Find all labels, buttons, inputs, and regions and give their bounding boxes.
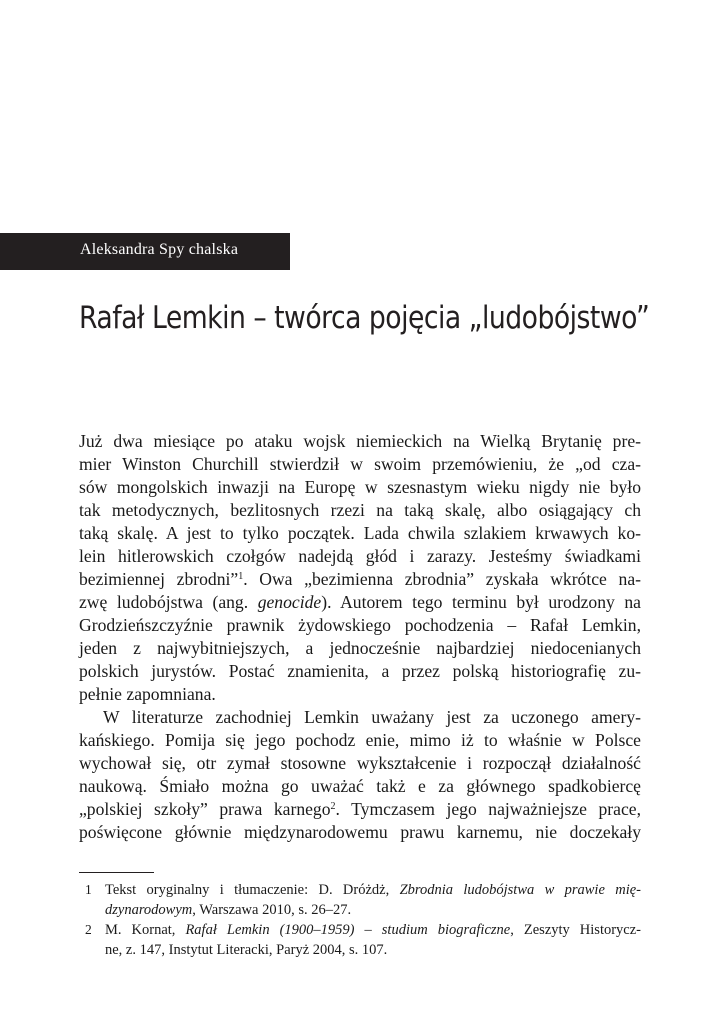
text-line: Już dwa miesiące po ataku wojsk niemieckich na Wielką Brytanię pre- bbox=[79, 431, 641, 451]
footnote-number: 2 bbox=[85, 922, 92, 937]
italic-term: genocide bbox=[257, 592, 322, 612]
text-segment: . Owa „bezimienna zbrodnia” zyskała wkrótce na- bbox=[243, 569, 641, 589]
text-line bbox=[79, 798, 641, 821]
footnote-ref-1[interactable]: 1 bbox=[238, 571, 244, 582]
article-title: Rafał Lemkin – twórca pojęcia „ludobójstwo” bbox=[79, 300, 650, 336]
text-line: jeden z najwybitniejszych, a jednocześnie najbardziej niedocenianych bbox=[79, 638, 641, 658]
text-segment: Tekst oryginalny i tłumaczenie: D. Dróżdż, bbox=[105, 882, 400, 898]
footnote-number: 1 bbox=[85, 882, 92, 897]
text-line bbox=[79, 568, 641, 591]
text-line bbox=[79, 591, 641, 614]
text-line: naukową. Śmiało można go uważać takż e za głównego spadkobiercę bbox=[79, 776, 641, 796]
text-segment: bezimiennej zbrodni” bbox=[79, 569, 239, 589]
text-segment: „polskiej szkoły” prawa karnego bbox=[79, 799, 331, 819]
text-segment: M. Kornat, bbox=[105, 922, 186, 938]
footnote-line bbox=[105, 900, 641, 920]
text-segment: zwę ludobójstwa (ang. bbox=[79, 592, 258, 612]
text-segment: , Zeszyty Historycz- bbox=[510, 922, 641, 938]
text-line: sów mongolskich inwazji na Europę w szesnastym wieku nigdy nie było bbox=[79, 477, 641, 497]
italic-title: Rafał Lemkin (1900–1959) – studium biograficzne bbox=[185, 922, 511, 938]
text-segment: ). Autorem tego terminu był urodzony na bbox=[321, 592, 641, 612]
footnote-line bbox=[105, 920, 641, 940]
paragraph-2 bbox=[79, 706, 641, 844]
footnote-2 bbox=[79, 920, 641, 960]
body-text bbox=[79, 430, 641, 844]
footnote-divider bbox=[79, 872, 154, 873]
text-line: lein hitlerowskich czołgów nadejdą głód i zarazy. Jesteśmy świadkami bbox=[79, 546, 641, 566]
text-line: kańskiego. Pomija się jego pochodz enie, mimo iż to właśnie w Polsce bbox=[79, 730, 641, 750]
text-line: mier Winston Churchill stwierdził w swoim przemówieniu, że „od cza- bbox=[79, 454, 641, 474]
footnote-1 bbox=[79, 880, 641, 920]
italic-title: dzynarodowym bbox=[105, 902, 193, 918]
text-line: W literaturze zachodniej Lemkin uważany jest za uczonego amery- bbox=[103, 707, 641, 727]
footnote-ref-2[interactable]: 2 bbox=[330, 801, 336, 812]
text-line: polskich jurystów. Postać znamienita, a przez polską historiografię zu- bbox=[79, 661, 641, 681]
italic-title: Zbrodnia ludobójstwa w prawie mię- bbox=[399, 882, 641, 898]
text-line: tak metodycznych, bezlitosnych rzezi na taką skalę, albo osiągający ch bbox=[79, 500, 641, 520]
text-line: poświęcone głównie międzynarodowemu prawu karnemu, nie doczekały bbox=[79, 822, 641, 842]
text-line: wychował się, otr zymał stosowne wykształcenie i rozpoczął działalność bbox=[79, 753, 641, 773]
paragraph-1 bbox=[79, 430, 641, 706]
footnotes bbox=[79, 880, 641, 960]
text-line: Grodzieńszczyźnie prawnik żydowskiego pochodzenia – Rafał Lemkin, bbox=[79, 615, 641, 635]
text-segment: , Warszawa 2010, s. 26–27. bbox=[192, 902, 352, 918]
text-line: pełnie zapomniana. bbox=[79, 684, 216, 704]
footnote-line: ne, z. 147, Instytut Literacki, Paryż 2004, s. 107. bbox=[105, 942, 388, 958]
author-name: Aleksandra Spy chalska bbox=[80, 241, 239, 258]
text-segment: . Tymczasem jego najważniejsze prace, bbox=[335, 799, 641, 819]
footnote-line bbox=[105, 880, 641, 900]
text-line: taką skalę. A jest to tylko początek. Lada chwila szlakiem krwawych ko- bbox=[79, 523, 641, 543]
